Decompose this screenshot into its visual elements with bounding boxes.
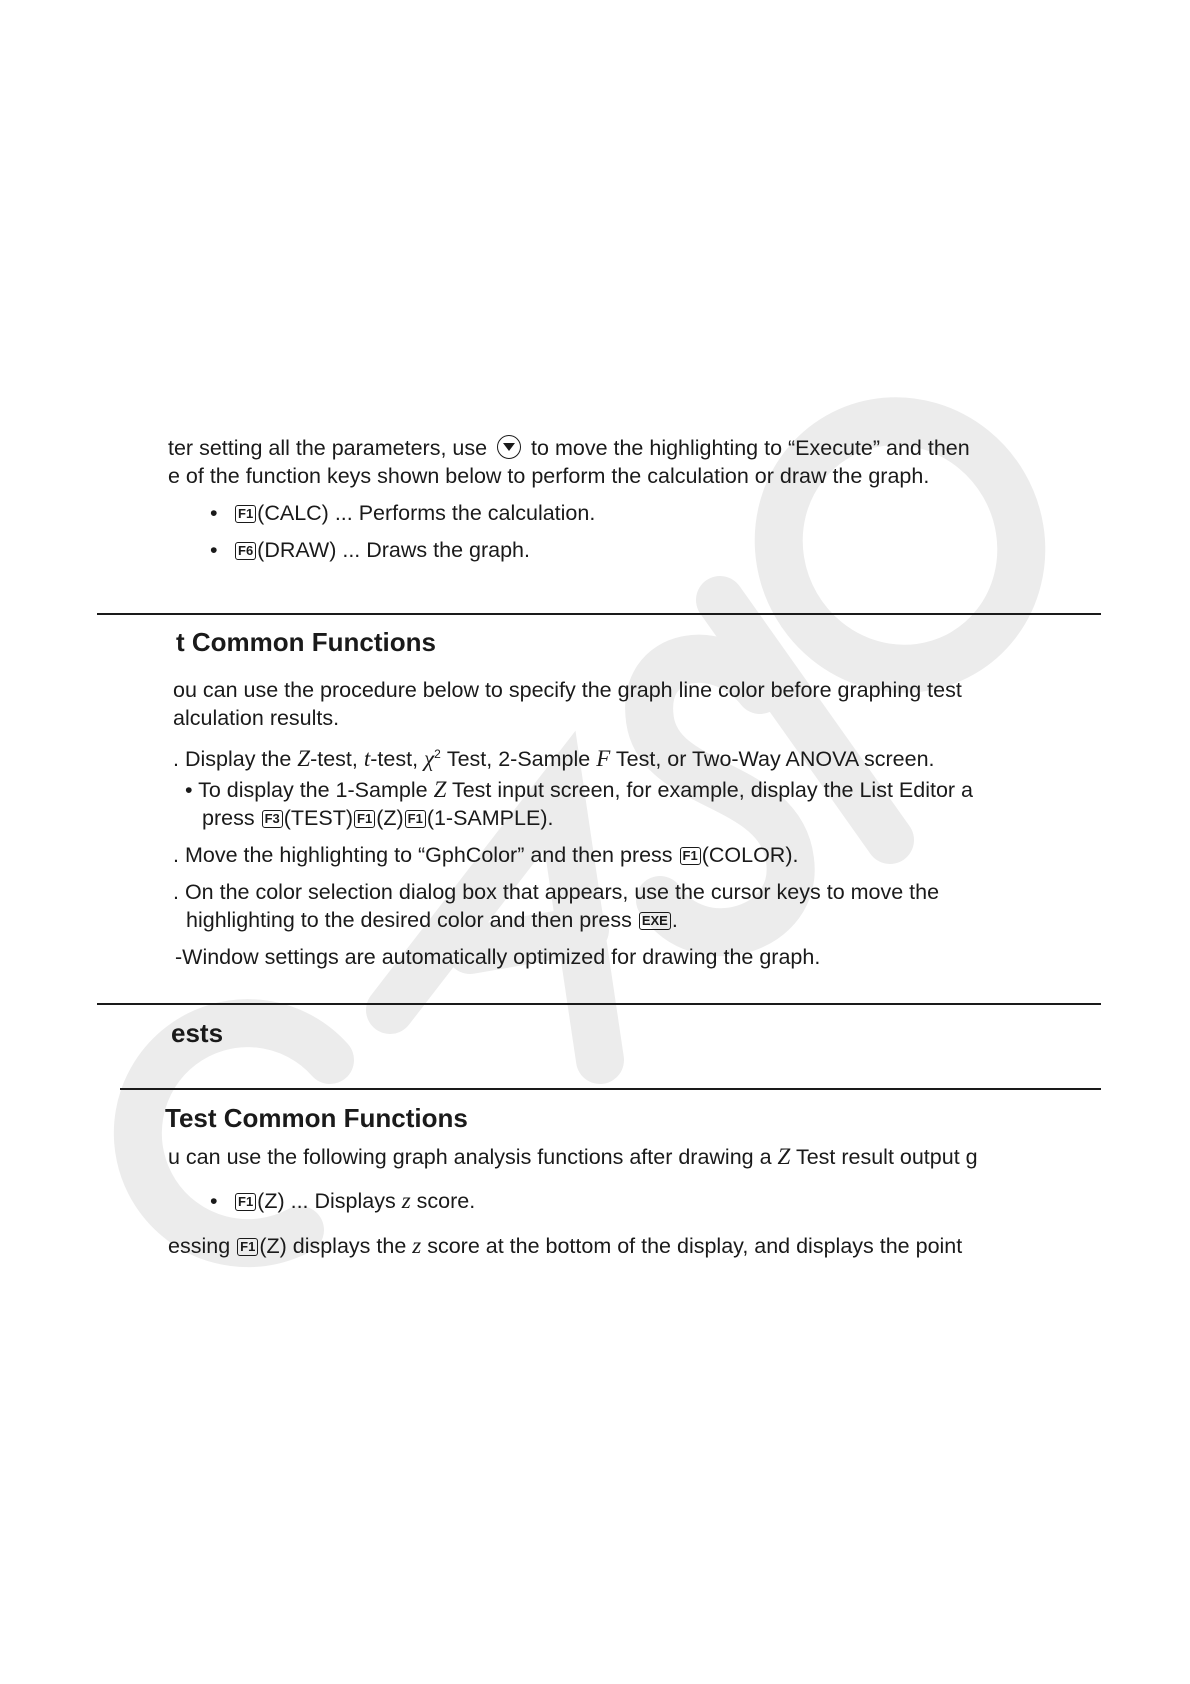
step-1: . Display the Z-test, t-test, $\chi^2$ Test, 2-Sample F Test, or Two-Way ANOVA screen. — [173, 746, 935, 771]
execute-instruction-line-1: ter setting all the parameters, use to move the highlighting to “Execute” and then — [168, 436, 970, 460]
view-window-note: -Window settings are automatically optimized for drawing the graph. — [175, 945, 821, 969]
f1-key-icon: F1 — [405, 810, 426, 828]
f1-key-icon: F1 — [680, 847, 701, 865]
step-3-line-1: . On the color selection dialog box that appears, use the cursor keys to move the — [173, 880, 940, 904]
f1-key-icon: F1 — [354, 810, 375, 828]
f6-key-icon: F6 — [235, 542, 256, 560]
f1-key-icon: F1 — [237, 1238, 258, 1256]
f1-key-icon: F1 — [235, 505, 256, 523]
section-heading-tests: ests — [171, 1018, 224, 1048]
exe-key-icon: EXE — [639, 912, 671, 930]
section-heading-common-functions: t Common Functions — [176, 627, 436, 657]
step-2: . Move the highlighting to “GphColor” and then press F1 (COLOR). — [173, 843, 799, 867]
section1-intro-line-1: ou can use the procedure below to specify the graph line color before graphing test — [173, 678, 962, 702]
cursor-down-icon — [497, 435, 521, 459]
execute-instruction-line-2: e of the function keys shown below to perform the calculation or draw the graph. — [168, 464, 930, 488]
bullet-calc: • F1 (CALC) ... Performs the calculation. — [210, 501, 596, 525]
section-divider-2 — [97, 1003, 1101, 1005]
section3-intro: u can use the following graph analysis functions after drawing a Z Test result output g — [168, 1144, 978, 1169]
bullet-draw: • F6 (DRAW) ... Draws the graph. — [210, 538, 530, 562]
step-1-sub-note-line-1: • To display the 1-Sample Z Test input screen, for example, display the List Editor a — [185, 777, 973, 802]
section-divider-3 — [120, 1088, 1101, 1090]
f3-key-icon: F3 — [262, 810, 283, 828]
step-1-sub-note-line-2: press F3 (TEST) F1 (Z) F1 (1-SAMPLE). — [202, 806, 554, 830]
z-score-description: essing F1 (Z) displays the z score at the bottom of the display, and displays the point — [168, 1233, 963, 1258]
section-divider-1 — [97, 613, 1101, 615]
f1-key-icon: F1 — [235, 1193, 256, 1211]
section1-intro-line-2: alculation results. — [173, 706, 340, 730]
step-3-line-2: highlighting to the desired color and then press EXE . — [186, 908, 678, 932]
section-heading-test-common-functions: Test Common Functions — [165, 1103, 468, 1133]
bullet-z-score: • F1 (Z) ... Displays z score. — [210, 1188, 476, 1213]
